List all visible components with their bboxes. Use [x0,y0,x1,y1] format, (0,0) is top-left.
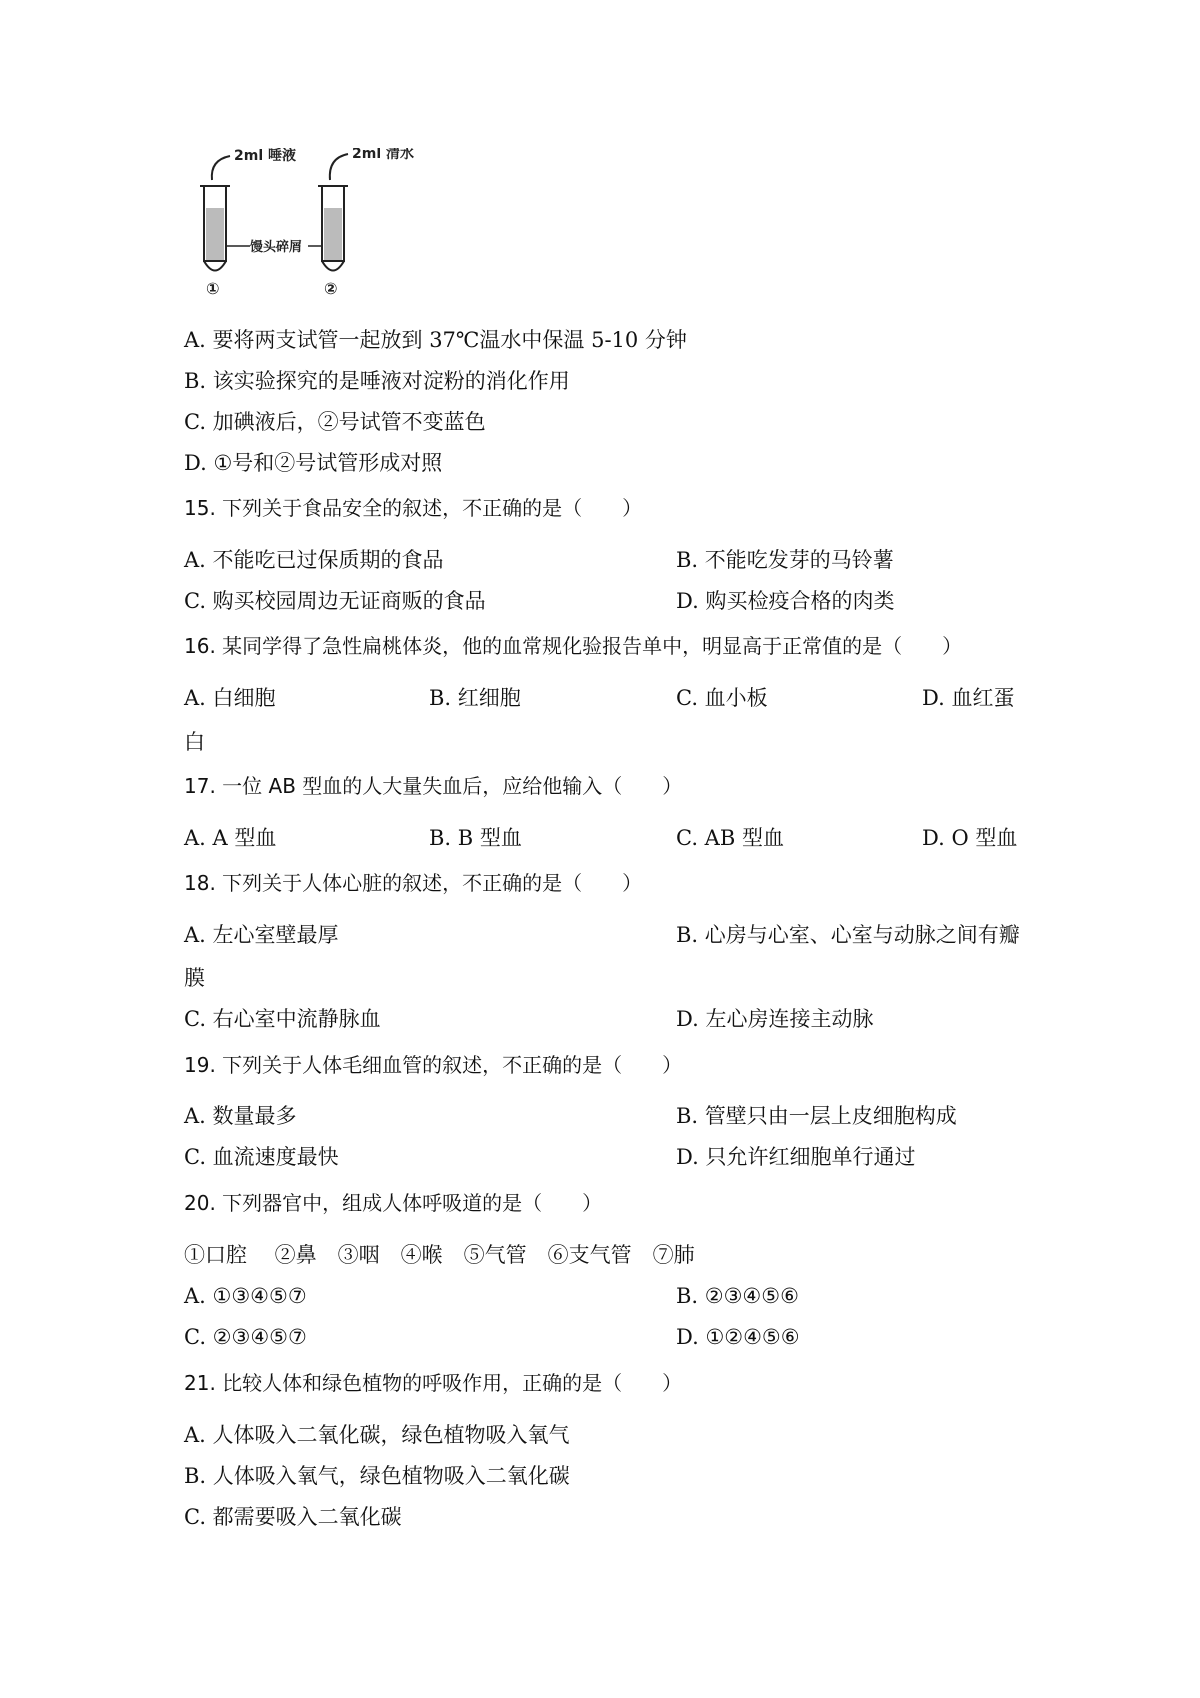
q21-option-c: C. 都需要吸入二氧化碳 [184,1505,402,1529]
q19-option-a: A. 数量最多 [184,1104,297,1128]
q18-option-b: B. 心房与心室、心室与动脉之间有瓣 [676,923,1020,947]
q15-option-d: D. 购买检疫合格的肉类 [676,589,895,613]
q15-option-a: A. 不能吃已过保质期的食品 [184,548,444,572]
tube2-label: 2ml 清水 [352,148,415,162]
q19-option-c: C. 血流速度最快 [184,1145,339,1169]
q16-option-b: B. 红细胞 [429,686,521,710]
q20-stem: 20. 下列器官中，组成人体呼吸道的是（ ） [184,1191,603,1215]
tube1-number: ① [206,279,220,298]
tube1-label: 2ml 唾液 [234,148,297,164]
q18-option-a: A. 左心室壁最厚 [184,923,339,947]
arrow-2 [330,154,348,180]
q20-option-d: D. ①②④⑤⑥ [676,1325,800,1349]
q18-option-c: C. 右心室中流静脉血 [184,1007,381,1031]
q15-option-b: B. 不能吃发芽的马铃薯 [676,548,894,572]
test-tube-diagram [190,148,460,298]
q17-option-c: C. AB 型血 [676,826,784,850]
tube2-number: ② [324,279,338,298]
q21-option-a: A. 人体吸入二氧化碳，绿色植物吸入氧气 [184,1423,570,1447]
q19-option-b: B. 管壁只由一层上皮细胞构成 [676,1104,957,1128]
q18-option-b-continued: 膜 [184,966,205,990]
q14-option-c: C. 加碘液后，②号试管不变蓝色 [184,410,486,434]
q16-option-d: D. 血红蛋 [922,686,1015,710]
q20-option-b: B. ②③④⑤⑥ [676,1284,799,1308]
q17-option-a: A. A 型血 [184,826,277,850]
q17-option-d: D. O 型血 [922,826,1018,850]
q20-option-a: A. ①③④⑤⑦ [184,1284,307,1308]
q21-option-b: B. 人体吸入氧气，绿色植物吸入二氧化碳 [184,1464,570,1488]
q15-stem: 15. 下列关于食品安全的叙述，不正确的是（ ） [184,496,643,520]
q19-option-d: D. 只允许红细胞单行通过 [676,1145,916,1169]
q20-option-c: C. ②③④⑤⑦ [184,1325,307,1349]
q18-stem: 18. 下列关于人体心脏的叙述，不正确的是（ ） [184,871,643,895]
q16-option-c: C. 血小板 [676,686,768,710]
q14-option-d: D. ①号和②号试管形成对照 [184,451,443,475]
q17-option-b: B. B 型血 [429,826,522,850]
q16-option-d-continued: 白 [184,730,205,754]
test-tube-1 [200,186,230,271]
q21-stem: 21. 比较人体和绿色植物的呼吸作用，正确的是（ ） [184,1371,683,1395]
q16-stem: 16. 某同学得了急性扁桃体炎，他的血常规化验报告单中，明显高于正常值的是（ ） [184,634,963,658]
q18-option-d: D. 左心房连接主动脉 [676,1007,874,1031]
arrow-1 [212,156,230,180]
q17-stem: 17. 一位 AB 型血的人大量失血后，应给他输入（ ） [184,774,683,798]
q14-option-b: B. 该实验探究的是唾液对淀粉的消化作用 [184,369,570,393]
q14-option-a: A. 要将两支试管一起放到 37℃温水中保温 5-10 分钟 [184,328,687,352]
q15-option-c: C. 购买校园周边无证商贩的食品 [184,589,486,613]
contents-label: 馒头碎屑 [250,240,303,255]
q20-items: ①口腔 ②鼻 ③咽 ④喉 ⑤气管 ⑥支气管 ⑦肺 [184,1243,695,1267]
q19-stem: 19. 下列关于人体毛细血管的叙述，不正确的是（ ） [184,1053,683,1077]
q16-option-a: A. 白细胞 [184,686,276,710]
test-tube-2 [318,186,348,271]
experiment-figure [190,148,460,298]
